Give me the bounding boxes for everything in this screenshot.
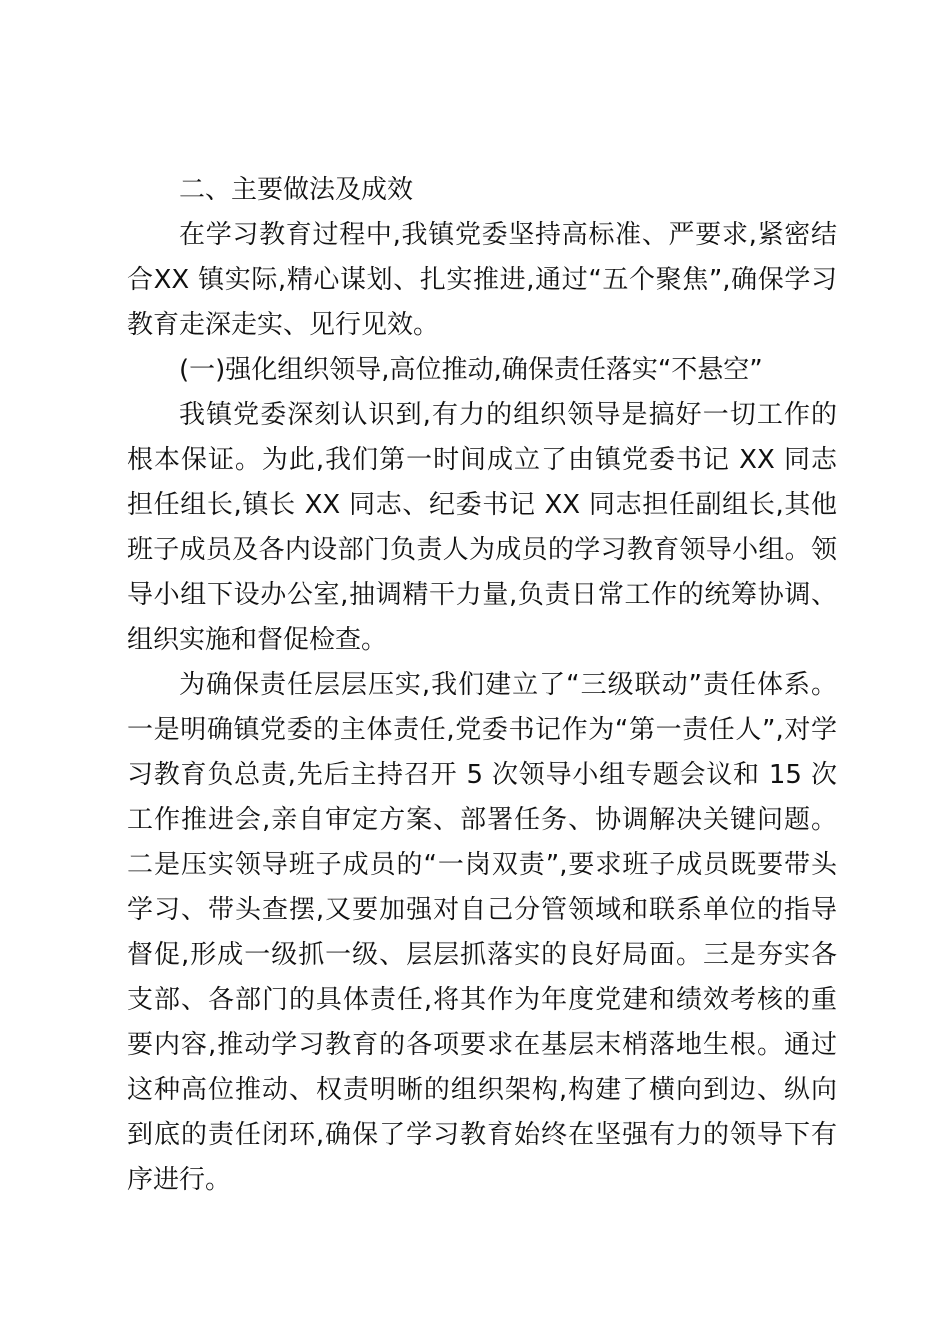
paragraph-leadership-group: 我镇党委深刻认识到,有力的组织领导是搞好一切工作的根本保证。为此,我们第一时间成立了由镇党委书记 XX 同志担任组长,镇长 XX 同志、纪委书记 XX 同志担任副组长,其他班子成员及各内设部门负责人为成员的学习教育领导小组。领导小组下设办公室,抽调精干力量,负责日常工作的统筹协调、组织实施和督促检查。	[127, 400, 837, 655]
section-heading: 二、主要做法及成效	[179, 175, 414, 205]
paragraph-responsibility-system: 为确保责任层层压实,我们建立了“三级联动”责任体系。一是明确镇党委的主体责任,党委书记作为“第一责任人”,对学习教育负总责,先后主持召开 5 次领导小组专题会议和 15 次工作推进会,亲自审定方案、部署任务、协调解决关键问题。二是压实领导班子成员的“一岗双责”,要求班子成员既要带头学习、带头查摆,又要加强对自己分管领域和联系单位的指导督促,形成一级抓一级、层层抓落实的良好局面。三是夯实各支部、各部门的具体责任,将其作为年度党建和绩效考核的重要内容,推动学习教育的各项要求在基层末梢落地生根。通过这种高位推动、权责明晰的组织架构,构建了横向到边、纵向到底的责任闭环,确保了学习教育始终在坚强有力的领导下有序进行。	[127, 670, 837, 1195]
document-body	[127, 168, 837, 1203]
subheading-organization-leadership: (一)强化组织领导,高位推动,确保责任落实“不悬空”	[179, 355, 763, 385]
intro-paragraph: 在学习教育过程中,我镇党委坚持高标准、严要求,紧密结合XX 镇实际,精心谋划、扎实推进,通过“五个聚焦”,确保学习教育走深走实、见行见效。	[127, 220, 837, 340]
